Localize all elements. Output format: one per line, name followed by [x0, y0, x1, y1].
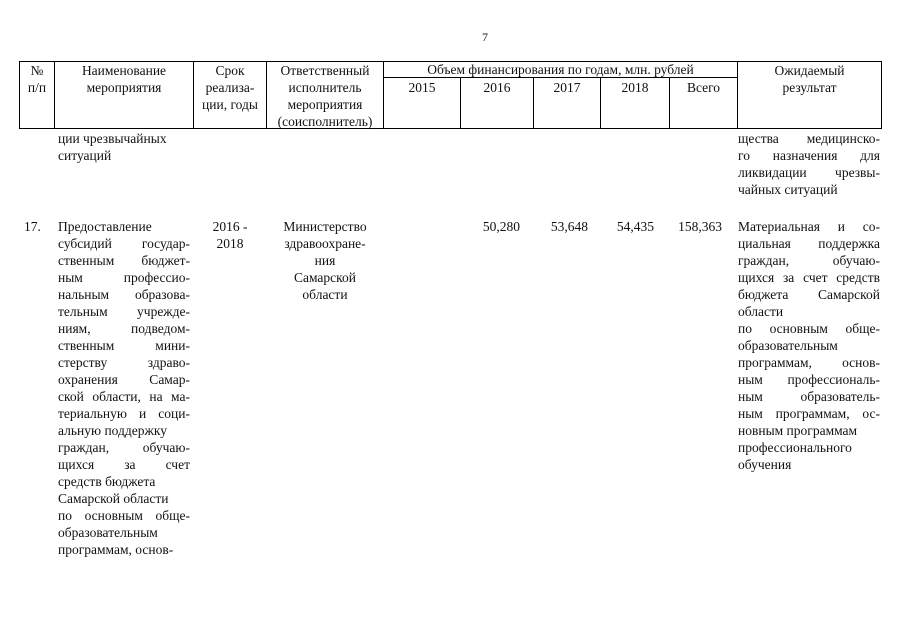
row17-name-line: щихся за счет [58, 457, 190, 472]
continuation-name: ции чрезвычайных ситуаций [58, 131, 167, 163]
row17-name-line: образовательным [58, 525, 158, 540]
header-num: № п/п [27, 63, 47, 95]
table-header [19, 61, 882, 129]
header-year-2018: 2018 [621, 80, 649, 95]
row17-result-line: образовательным [738, 338, 838, 353]
header-total: Всего [686, 80, 721, 95]
row17-result-line: программам, основ- [738, 355, 880, 370]
row17-result-line: новным программам [738, 423, 858, 438]
row17-name-line: стерству здраво- [58, 355, 190, 370]
row17-result-line: ным профессиональ- [738, 372, 880, 387]
row17-result-line: ным образователь- [738, 389, 880, 404]
header-year-2015: 2015 [408, 80, 436, 95]
row17-value-2018: 54,435 [616, 219, 654, 234]
header-term: Срок реализа- ции, годы [202, 63, 258, 112]
row17-name-line: ственным мини- [58, 338, 190, 353]
row17-name-line: по основным обще- [58, 508, 190, 523]
header-name: Наименование мероприятия [81, 63, 167, 95]
row17-name-line: ниям, подведом- [58, 321, 190, 336]
row17-term: 2016 - 2018 [212, 219, 248, 251]
row17-name-line: нальным образова- [58, 287, 190, 302]
row17-name-line: субсидий государ- [58, 236, 190, 251]
row17-number: 17. [24, 219, 41, 234]
row17-name-line: териальную и соци- [58, 406, 190, 421]
page-number: 7 [482, 30, 488, 44]
row17-result-line: профессионального [738, 440, 852, 455]
row17-result [738, 218, 880, 473]
row17-value-total: 158,363 [678, 219, 722, 234]
row17-name [58, 218, 190, 558]
row17-result-line: бюджета Самарской [738, 287, 880, 302]
row17-name-line: Предоставление [58, 219, 152, 234]
row17-value-2016: 50,280 [482, 219, 520, 234]
row17-name-line: альную поддержку [58, 423, 167, 438]
row17-name-line: ской области, на ма- [58, 389, 190, 404]
row17-name-line: охранения Самар- [58, 372, 190, 387]
row17-name-line: тельным учрежде- [58, 304, 190, 319]
row17-result-line: области [738, 304, 784, 319]
row17-result-line: Материальная и со- [738, 219, 880, 234]
row17-name-line: граждан, обучаю- [58, 440, 190, 455]
row17-name-line: Самарской области [58, 491, 169, 506]
row17-result-line: щихся за счет средств [738, 270, 880, 285]
header-year-2017: 2017 [553, 80, 581, 95]
row17-executor: Министерство здравоохране- ния Самарской области [283, 219, 367, 302]
row17-value-2017: 53,648 [550, 219, 588, 234]
row17-name-line: средств бюджета [58, 474, 156, 489]
header-finance-title: Объем финансирования по годам, млн. рублей [427, 62, 694, 77]
header-executor: Ответственный исполнитель мероприятия (соисполнитель) [277, 63, 373, 129]
row17-result-line: граждан, обучаю- [738, 253, 880, 268]
row17-name-line: ственным бюджет- [58, 253, 190, 268]
row17-result-line: по основным обще- [738, 321, 880, 336]
row17-result-line: циальная поддержка [738, 236, 880, 251]
header-result: Ожидаемый результат [774, 63, 845, 95]
continuation-result: щества медицинско- го назначения для ликвидации чрезвы- чайных ситуаций [738, 131, 880, 197]
header-year-2016: 2016 [483, 80, 511, 95]
row17-result-line: обучения [738, 457, 792, 472]
row17-name-line: программам, основ- [58, 542, 174, 557]
row17-result-line: ным программам, ос- [738, 406, 880, 421]
row17-name-line: ным профессио- [58, 270, 190, 285]
